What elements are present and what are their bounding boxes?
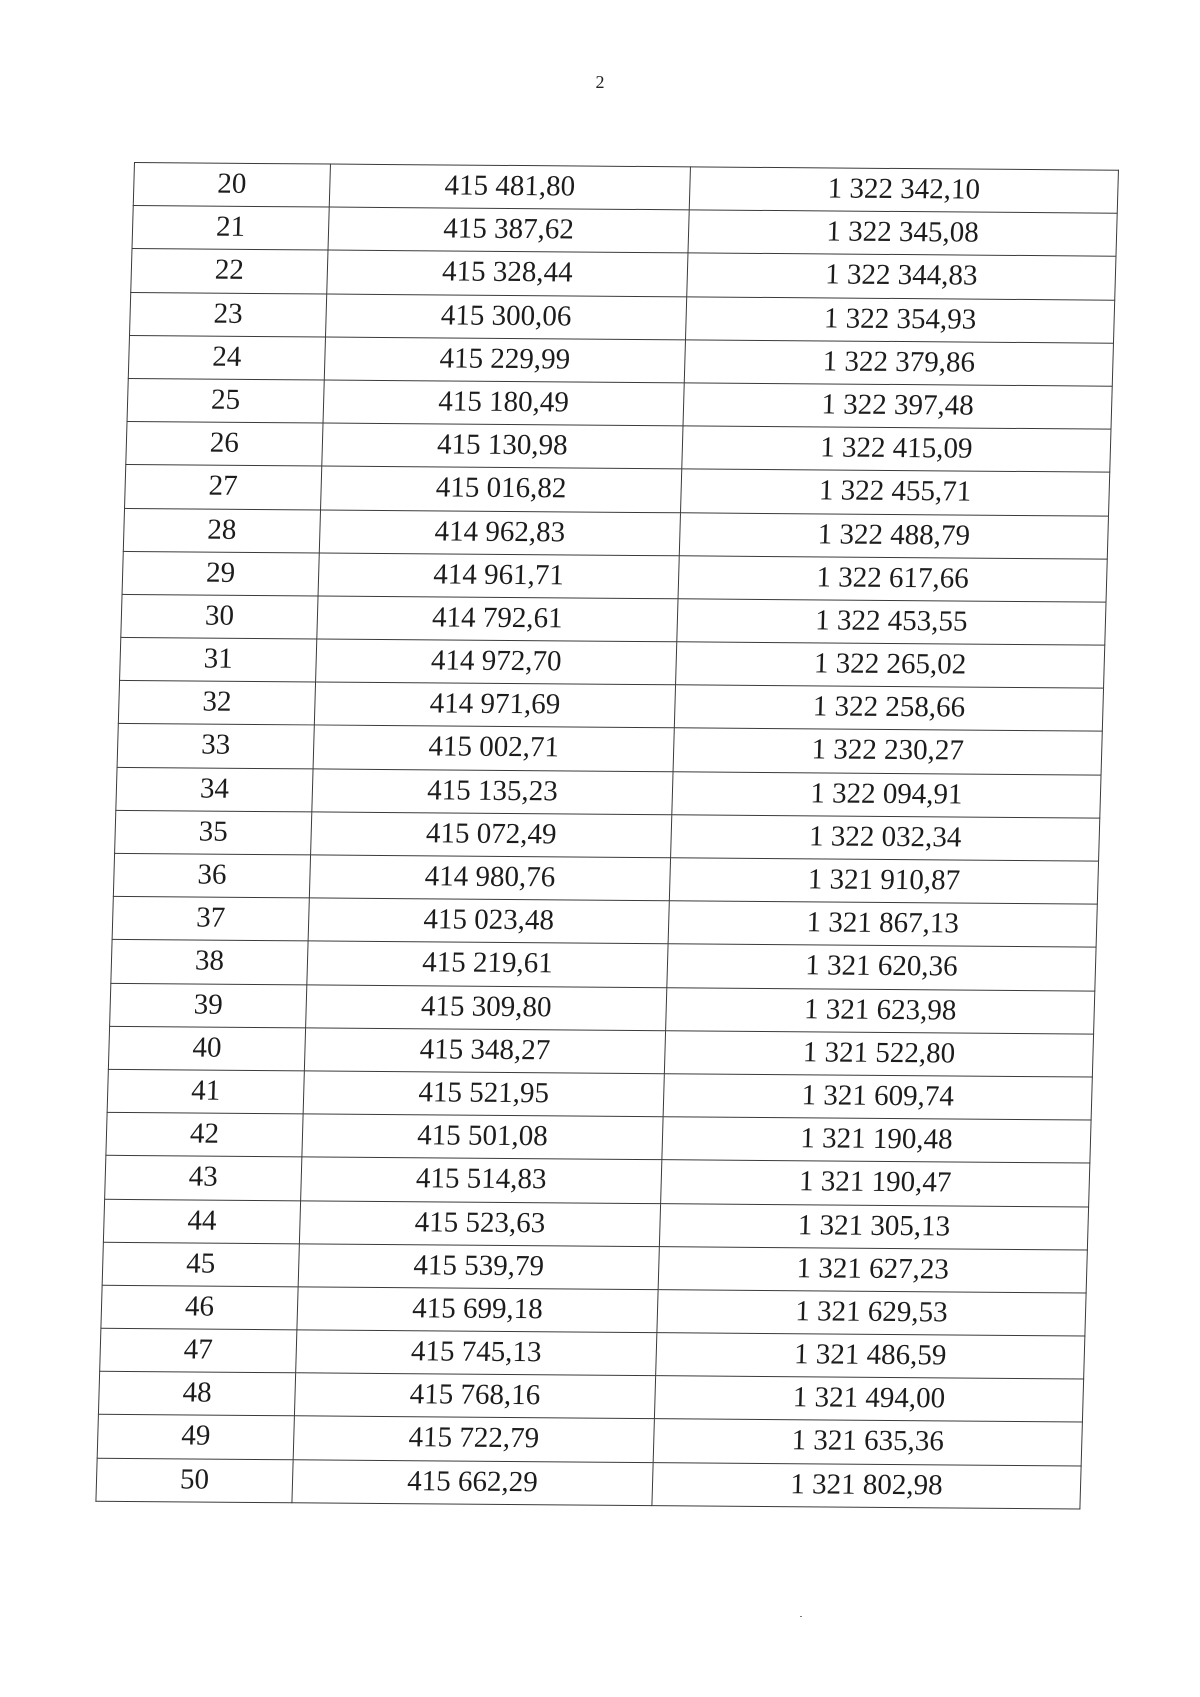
x-coordinate-cell: 415 180,49 — [323, 380, 684, 426]
table-row — [97, 1415, 1082, 1466]
y-coordinate-cell: 1 322 258,66 — [674, 685, 1103, 732]
x-coordinate-cell: 415 023,48 — [308, 898, 669, 944]
x-coordinate-cell: 415 130,98 — [322, 423, 683, 469]
x-coordinate-cell: 415 514,83 — [301, 1157, 662, 1203]
x-coordinate-cell: 415 229,99 — [324, 337, 685, 383]
table-row — [106, 1112, 1091, 1163]
point-number-cell: 49 — [97, 1415, 294, 1460]
point-number-cell: 46 — [101, 1285, 298, 1330]
x-coordinate-cell: 415 501,08 — [302, 1114, 663, 1160]
y-coordinate-cell: 1 322 453,55 — [677, 599, 1106, 646]
y-coordinate-cell: 1 322 230,27 — [673, 728, 1102, 775]
point-number-cell: 26 — [126, 422, 323, 467]
table-row — [102, 1242, 1087, 1293]
table-row — [110, 983, 1095, 1034]
table-row — [107, 1069, 1092, 1120]
x-coordinate-cell: 415 135,23 — [312, 769, 673, 815]
table-row — [130, 292, 1115, 343]
table-row — [96, 1458, 1081, 1509]
point-number-cell: 40 — [108, 1026, 305, 1071]
point-number-cell: 28 — [123, 508, 320, 553]
y-coordinate-cell: 1 321 802,98 — [652, 1462, 1081, 1509]
point-number-cell: 21 — [132, 206, 329, 251]
x-coordinate-cell: 415 016,82 — [321, 466, 682, 512]
y-coordinate-cell: 1 321 522,80 — [664, 1030, 1093, 1077]
x-coordinate-cell: 414 962,83 — [319, 509, 680, 555]
y-coordinate-cell: 1 321 609,74 — [663, 1074, 1092, 1121]
point-number-cell: 20 — [133, 163, 330, 208]
x-coordinate-cell: 415 523,63 — [299, 1200, 660, 1246]
y-coordinate-cell: 1 322 342,10 — [689, 167, 1118, 214]
table-row — [127, 378, 1112, 429]
table-row — [131, 249, 1116, 300]
y-coordinate-cell: 1 322 265,02 — [676, 642, 1105, 689]
y-coordinate-cell: 1 322 379,86 — [684, 340, 1113, 387]
x-coordinate-cell: 415 699,18 — [297, 1287, 658, 1333]
y-coordinate-cell: 1 321 190,48 — [662, 1117, 1091, 1164]
table-row — [98, 1372, 1083, 1423]
x-coordinate-cell: 415 521,95 — [303, 1071, 664, 1117]
page-number: 2 — [595, 72, 605, 92]
point-number-cell: 29 — [122, 551, 319, 596]
table-row — [118, 681, 1103, 732]
point-number-cell: 25 — [127, 378, 324, 423]
x-coordinate-cell: 414 972,70 — [316, 639, 677, 685]
table-row — [120, 637, 1105, 688]
y-coordinate-cell: 1 321 190,47 — [661, 1160, 1090, 1207]
point-number-cell: 48 — [98, 1372, 295, 1417]
y-coordinate-cell: 1 321 305,13 — [659, 1203, 1088, 1250]
table-row — [115, 810, 1100, 861]
y-coordinate-cell: 1 322 397,48 — [683, 383, 1112, 430]
x-coordinate-cell: 415 768,16 — [294, 1373, 655, 1419]
table-row — [113, 853, 1098, 904]
point-number-cell: 34 — [116, 767, 313, 812]
point-number-cell: 33 — [117, 724, 314, 769]
y-coordinate-cell: 1 322 032,34 — [671, 815, 1100, 862]
point-number-cell: 30 — [121, 594, 318, 639]
table-row — [108, 1026, 1093, 1077]
x-coordinate-cell: 414 961,71 — [318, 553, 679, 599]
y-coordinate-cell: 1 321 623,98 — [666, 987, 1095, 1034]
y-coordinate-cell: 1 322 455,71 — [681, 469, 1110, 516]
point-number-cell: 22 — [131, 249, 328, 294]
x-coordinate-cell: 415 387,62 — [328, 207, 689, 253]
y-coordinate-cell: 1 321 627,23 — [658, 1246, 1087, 1293]
y-coordinate-cell: 1 322 488,79 — [679, 512, 1108, 559]
point-number-cell: 35 — [115, 810, 312, 855]
coordinates-table-body — [96, 163, 1119, 1509]
y-coordinate-cell: 1 322 345,08 — [688, 210, 1117, 257]
table-row — [133, 163, 1118, 214]
y-coordinate-cell: 1 321 635,36 — [653, 1419, 1082, 1466]
y-coordinate-cell: 1 321 629,53 — [657, 1290, 1086, 1337]
table-row — [111, 940, 1096, 991]
x-coordinate-cell: 414 980,76 — [309, 855, 670, 901]
point-number-cell: 41 — [107, 1069, 304, 1114]
y-coordinate-cell: 1 321 620,36 — [667, 944, 1096, 991]
table-row — [100, 1328, 1085, 1379]
point-number-cell: 44 — [103, 1199, 300, 1244]
x-coordinate-cell: 415 662,29 — [292, 1459, 653, 1505]
y-coordinate-cell: 1 321 486,59 — [656, 1333, 1085, 1380]
table-row — [116, 767, 1101, 818]
point-number-cell: 31 — [120, 637, 317, 682]
x-coordinate-cell: 415 002,71 — [313, 725, 674, 771]
table-row — [121, 594, 1106, 645]
x-coordinate-cell: 415 745,13 — [296, 1330, 657, 1376]
table-row — [125, 465, 1110, 516]
point-number-cell: 50 — [96, 1458, 293, 1503]
point-number-cell: 39 — [110, 983, 307, 1028]
y-coordinate-cell: 1 322 344,83 — [687, 253, 1116, 300]
point-number-cell: 47 — [100, 1328, 297, 1373]
point-number-cell: 32 — [118, 681, 315, 726]
table-row — [126, 422, 1111, 473]
y-coordinate-cell: 1 321 867,13 — [668, 901, 1097, 948]
scan-speck — [800, 1616, 802, 1617]
point-number-cell: 36 — [113, 853, 310, 898]
x-coordinate-cell: 414 971,69 — [314, 682, 675, 728]
table-row — [123, 508, 1108, 559]
y-coordinate-cell: 1 322 415,09 — [682, 426, 1111, 473]
point-number-cell: 37 — [112, 897, 309, 942]
point-number-cell: 38 — [111, 940, 308, 985]
x-coordinate-cell: 415 300,06 — [326, 294, 687, 340]
x-coordinate-cell: 415 309,80 — [306, 984, 667, 1030]
coordinates-table — [95, 162, 1119, 1509]
table-row — [101, 1285, 1086, 1336]
point-number-cell: 27 — [125, 465, 322, 510]
point-number-cell: 24 — [128, 335, 325, 380]
table-row — [117, 724, 1102, 775]
table-row — [122, 551, 1107, 602]
y-coordinate-cell: 1 322 094,91 — [672, 771, 1101, 818]
point-number-cell: 42 — [106, 1112, 303, 1157]
x-coordinate-cell: 415 539,79 — [298, 1244, 659, 1290]
coordinates-table-container — [95, 162, 1118, 1509]
x-coordinate-cell: 415 072,49 — [311, 812, 672, 858]
y-coordinate-cell: 1 321 494,00 — [654, 1376, 1083, 1423]
x-coordinate-cell: 415 348,27 — [304, 1028, 665, 1074]
x-coordinate-cell: 415 328,44 — [327, 250, 688, 296]
x-coordinate-cell: 415 722,79 — [293, 1416, 654, 1462]
table-row — [103, 1199, 1088, 1250]
point-number-cell: 43 — [105, 1156, 302, 1201]
point-number-cell: 23 — [130, 292, 327, 337]
x-coordinate-cell: 414 792,61 — [317, 596, 678, 642]
x-coordinate-cell: 415 219,61 — [307, 941, 668, 987]
table-row — [112, 897, 1097, 948]
y-coordinate-cell: 1 321 910,87 — [669, 858, 1098, 905]
x-coordinate-cell: 415 481,80 — [329, 164, 690, 210]
y-coordinate-cell: 1 322 354,93 — [685, 296, 1114, 343]
table-row — [132, 206, 1117, 257]
table-row — [105, 1156, 1090, 1207]
y-coordinate-cell: 1 322 617,66 — [678, 555, 1107, 602]
point-number-cell: 45 — [102, 1242, 299, 1287]
table-row — [128, 335, 1113, 386]
